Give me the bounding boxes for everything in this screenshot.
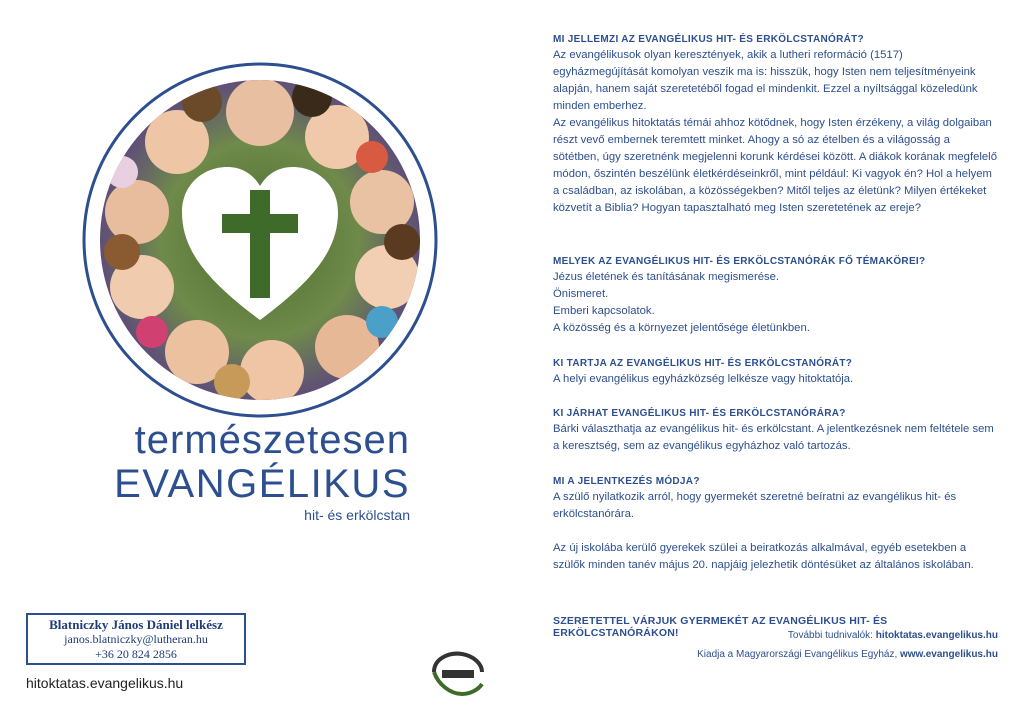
section-question: MI A JELENTKEZÉS MÓDJA? bbox=[553, 476, 700, 487]
section-3 bbox=[553, 358, 998, 388]
publisher-label: Kiadja a Magyarországi Evangélikus Egyház, bbox=[697, 649, 898, 660]
section-4 bbox=[553, 408, 998, 455]
topic-item: Emberi kapcsolatok. bbox=[553, 305, 655, 317]
publisher-link[interactable]: www.evangelikus.hu bbox=[900, 649, 998, 660]
contact-box bbox=[26, 613, 246, 665]
publisher-line bbox=[697, 649, 998, 660]
section-question: KI TARTJA AZ EVANGÉLIKUS HIT- ÉS ERKÖLCSTANÓRÁT? bbox=[553, 358, 853, 369]
section-paragraph: Az új iskolába kerülő gyerekek szülei a beiratkozás alkalmával, egyéb esetekben a szülők minden tanév május 20. napjáig jelezhetik döntésüket az általános iskolában. bbox=[553, 542, 974, 571]
topic-item: A közösség és a környezet jelentősége életünkben. bbox=[553, 322, 810, 334]
right-panel bbox=[553, 0, 1008, 725]
section-5 bbox=[553, 476, 998, 574]
section-question: KI JÁRHAT EVANGÉLIKUS HIT- ÉS ERKÖLCSTANÓRÁRA? bbox=[553, 408, 846, 419]
contact-email[interactable]: janos.blatniczky@lutheran.hu bbox=[64, 632, 208, 646]
section-1 bbox=[553, 34, 998, 217]
section-question: MELYEK AZ EVANGÉLIKUS HIT- ÉS ERKÖLCSTANÓRÁK FŐ TÉMAKÖREI? bbox=[553, 256, 926, 267]
topic-item: Önismeret. bbox=[553, 288, 609, 300]
children-circle-emblem bbox=[82, 62, 438, 418]
closing-line: SZERETETTEL VÁRJUK GYERMEKÉT AZ EVANGÉLIKUS HIT- ÉS ERKÖLCSTANÓRÁKON! bbox=[553, 615, 888, 639]
topic-item: Jézus életének és tanításának megismerése. bbox=[553, 271, 780, 283]
more-info bbox=[788, 630, 998, 641]
left-panel bbox=[0, 0, 500, 725]
section-paragraph: Az evangélikusok olyan keresztények, akik a lutheri reformáció (1517) egyházmegújítását komolyan veszik ma is: hisszük, hogy Isten nem teljesítményeink alapján, hanem saját szeretetéből fogad el mindenkit. Ezzel a nyíltsággal közeledünk minden emberhez. bbox=[553, 49, 978, 112]
church-logo-icon bbox=[428, 650, 488, 700]
section-paragraph: A helyi evangélikus egyházközség lelkésze vagy hitoktatója. bbox=[553, 373, 854, 385]
title-line-2: EVANGÉLIKUS bbox=[114, 462, 410, 506]
more-info-link[interactable]: hitoktatas.evangelikus.hu bbox=[875, 630, 998, 641]
more-info-label: További tudnivalók: bbox=[787, 630, 873, 641]
section-paragraph: A szülő nyilatkozik arról, hogy gyermekét szeretné beíratni az evangélikus hit- és erkölcstanórára. bbox=[553, 491, 957, 520]
section-2 bbox=[553, 256, 998, 337]
contact-phone: +36 20 824 2856 bbox=[95, 647, 177, 661]
title-line-1: természetesen bbox=[134, 418, 410, 462]
subtitle: hit- és erkölcstan bbox=[304, 507, 410, 523]
section-paragraph: Bárki választhatja az evangélikus hit- és erkölcstant. A jelentkezésnek nem feltétele sem a keresztség, sem az evangélikus egyházhoz való tartozás. bbox=[553, 423, 994, 452]
section-question: MI JELLEMZI AZ EVANGÉLIKUS HIT- ÉS ERKÖLCSTANÓRÁT? bbox=[553, 34, 864, 45]
website-link[interactable]: hitoktatas.evangelikus.hu bbox=[26, 675, 184, 691]
contact-name: Blatniczky János Dániel lelkész bbox=[49, 617, 223, 632]
section-paragraph: Az evangélikus hitoktatás témái ahhoz kötődnek, hogy Isten érzékeny, a világ dolgaiban részt vevő embernek teremtett minket. Ahogy a só az ételben és a világosság a sötétben, úgy szeretnénk megjelenni korunk kérdései között. A diákok korának megfelelő módon, őszintén beszélünk életkérdéseinkről, mint például: Ki vagyok én? Hol a helyem a családban, az iskolában, a közösségekben? Mitől teljes az életünk? Milyen értékeket közvetít a Biblia? Hogyan tapasztalható meg Isten szeretetének az ereje? bbox=[553, 117, 997, 214]
